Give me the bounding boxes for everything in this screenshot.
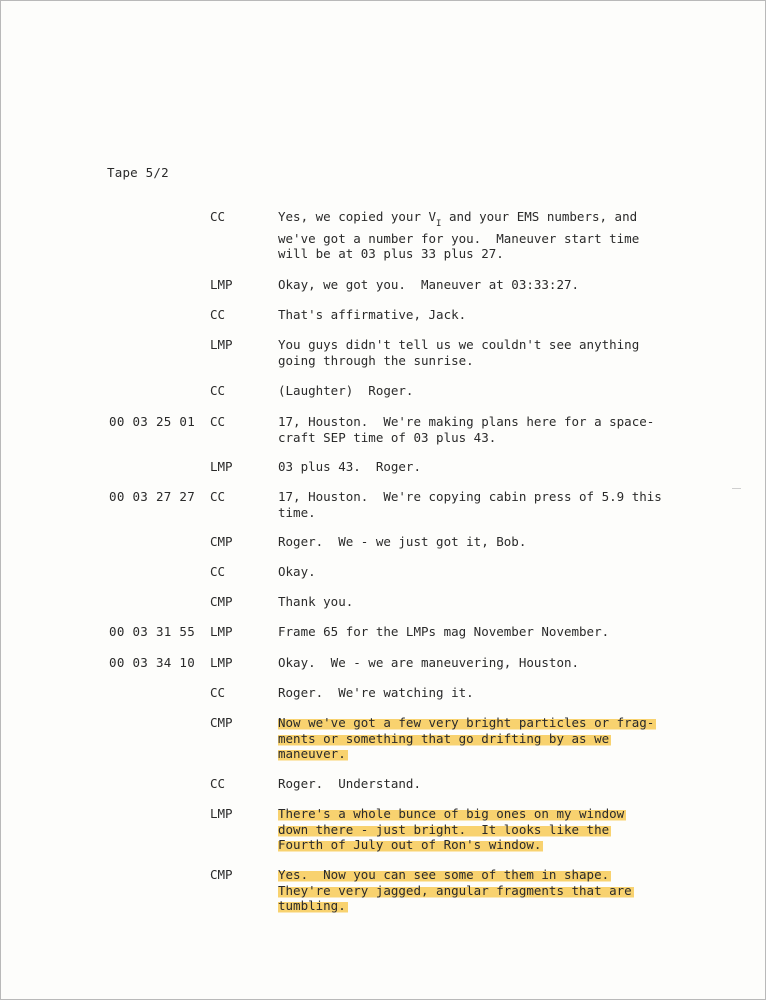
utterance	[278, 685, 678, 701]
speaker: CC	[210, 489, 226, 504]
subscript: I	[436, 219, 442, 229]
utterance-line	[278, 822, 678, 838]
highlight-mark: They're very jagged, angular fragments that are	[278, 882, 632, 898]
utterance	[278, 594, 678, 610]
utterance	[278, 209, 678, 262]
utterance-line	[278, 867, 678, 883]
tape-header: Tape 5/2	[107, 165, 169, 180]
timestamp: 00 03 31 55	[109, 624, 196, 639]
utterance-line: Yes, we copied your $V_I$ and your EMS numbers, and	[278, 209, 638, 229]
utterance	[278, 383, 678, 399]
speaker: LMP	[210, 655, 233, 670]
utterance-line: 17, Houston. We're copying cabin press of 5.9 this	[278, 489, 662, 504]
utterance-line: going through the sunrise.	[278, 352, 474, 368]
utterance-line	[278, 731, 678, 747]
speaker: CMP	[210, 867, 233, 882]
utterance-line: Okay. We - we are maneuvering, Houston.	[278, 655, 580, 670]
utterance-line: Okay, we got you. Maneuver at 03:33:27.	[278, 277, 580, 292]
utterance-line: You guys didn't tell us we couldn't see anything	[278, 337, 640, 352]
highlight-mark: down there - just bright. It looks like the	[278, 821, 610, 837]
utterance	[278, 534, 678, 550]
utterance	[278, 776, 678, 792]
utterance-line: craft SEP time of 03 plus 43.	[278, 429, 497, 445]
speaker: LMP	[210, 624, 233, 639]
utterance-line: Frame 65 for the LMPs mag November November.	[278, 624, 610, 639]
utterance-line	[278, 806, 678, 822]
utterance-line: Thank you.	[278, 594, 354, 609]
utterance-line	[278, 715, 678, 731]
utterance	[278, 337, 678, 368]
speaker: LMP	[210, 459, 233, 474]
utterance-line: Okay.	[278, 564, 316, 579]
highlight-mark: Fourth of July out of Ron's window.	[278, 837, 542, 852]
speaker: CC	[210, 685, 226, 700]
utterance-line: Roger. We're watching it.	[278, 685, 474, 700]
highlight-mark: maneuver.	[278, 746, 346, 761]
speaker: CC	[210, 307, 226, 322]
speaker: CC	[210, 209, 226, 224]
highlight-mark: tumbling.	[278, 898, 346, 913]
utterance-line	[278, 746, 678, 762]
utterance	[278, 655, 678, 671]
speaker: LMP	[210, 277, 233, 292]
utterance-line: 03 plus 43. Roger.	[278, 459, 421, 474]
utterance-line: we've got a number for you. Maneuver start time	[278, 230, 640, 246]
utterance-line	[278, 837, 678, 853]
highlight-mark: Now we've got a few very bright particles or frag-	[278, 715, 655, 730]
utterance	[278, 414, 678, 445]
utterance-line: (Laughter) Roger.	[278, 383, 414, 398]
speaker: CC	[210, 414, 226, 429]
utterance-line	[278, 883, 678, 899]
utterance	[278, 806, 678, 853]
speaker: CC	[210, 564, 226, 579]
utterance-line: Roger. Understand.	[278, 776, 421, 791]
utterance-line: That's affirmative, Jack.	[278, 307, 467, 322]
utterance	[278, 867, 678, 914]
utterance	[278, 459, 678, 475]
utterance	[278, 277, 678, 293]
speaker: CC	[210, 383, 226, 398]
timestamp: 00 03 34 10	[109, 655, 196, 670]
utterance-line	[278, 898, 678, 914]
speaker: LMP	[210, 337, 233, 352]
speaker: LMP	[210, 806, 233, 821]
highlight-mark: ments or something that go drifting by as we	[278, 730, 610, 746]
utterance	[278, 564, 678, 580]
timestamp: 00 03 27 27	[109, 489, 196, 504]
margin-mark	[732, 488, 741, 489]
utterance-line: will be at 03 plus 33 plus 27.	[278, 246, 504, 261]
speaker: CC	[210, 776, 226, 791]
utterance	[278, 624, 678, 640]
utterance-line: time.	[278, 504, 316, 520]
timestamp: 00 03 25 01	[109, 414, 196, 429]
speaker: CMP	[210, 534, 233, 549]
speaker: CMP	[210, 594, 233, 609]
utterance-line: 17, Houston. We're making plans here for a space-	[278, 414, 655, 429]
highlight-mark: Yes. Now you can see some of them in shape.	[278, 867, 610, 882]
utterance	[278, 489, 678, 520]
utterance-line: Roger. We - we just got it, Bob.	[278, 534, 527, 549]
utterance	[278, 307, 678, 323]
speaker: CMP	[210, 715, 233, 730]
highlight-mark: There's a whole bunce of big ones on my window	[278, 806, 625, 821]
utterance	[278, 715, 678, 762]
